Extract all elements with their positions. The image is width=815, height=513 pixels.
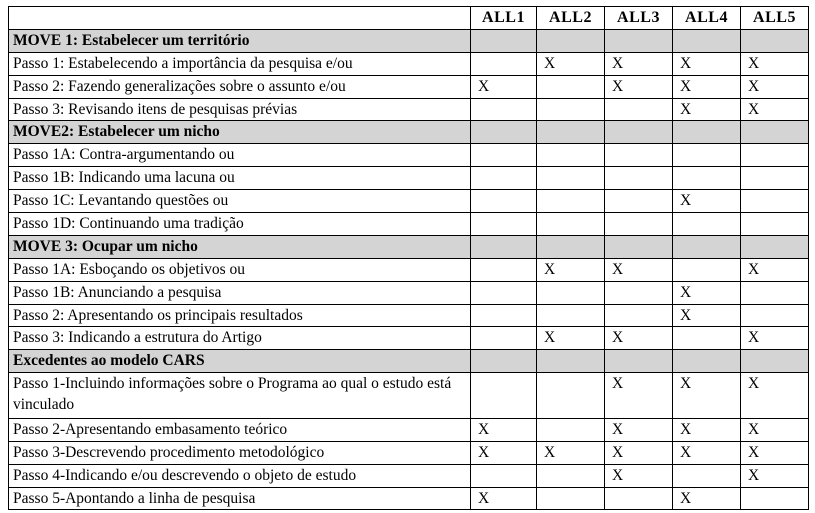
step-label: Passo 1A: Contra-argumentando ou xyxy=(9,144,471,167)
mark-cell xyxy=(537,121,605,144)
mark-cell: X xyxy=(673,98,741,121)
mark-cell xyxy=(537,167,605,190)
mark-cell xyxy=(673,350,741,373)
step-label: Passo 1C: Levantando questões ou xyxy=(9,190,471,213)
mark-cell: X xyxy=(605,75,673,98)
header-blank-cell xyxy=(9,7,471,30)
mark-cell: X xyxy=(741,327,809,350)
mark-cell xyxy=(605,304,673,327)
mark-cell: X xyxy=(605,327,673,350)
mark-cell xyxy=(741,487,809,510)
step-label: Passo 3: Revisando itens de pesquisas prévias xyxy=(9,98,471,121)
step-label: Passo 1: Estabelecendo a importância da pesquisa e/ou xyxy=(9,52,471,75)
column-header: ALL1 xyxy=(471,7,537,30)
section-header-row xyxy=(9,29,809,52)
mark-cell: X xyxy=(741,258,809,281)
table-row xyxy=(9,52,809,75)
mark-cell xyxy=(471,281,537,304)
table-row xyxy=(9,441,809,464)
mark-cell xyxy=(537,373,605,419)
table-row xyxy=(9,144,809,167)
table-body xyxy=(9,29,809,510)
mark-cell xyxy=(471,304,537,327)
mark-cell xyxy=(537,144,605,167)
mark-cell: X xyxy=(471,418,537,441)
mark-cell xyxy=(673,121,741,144)
mark-cell xyxy=(537,304,605,327)
mark-cell: X xyxy=(741,52,809,75)
mark-cell xyxy=(471,258,537,281)
mark-cell xyxy=(741,281,809,304)
mark-cell xyxy=(537,464,605,487)
table-row xyxy=(9,213,809,236)
table-row xyxy=(9,258,809,281)
mark-cell xyxy=(471,190,537,213)
mark-cell: X xyxy=(673,441,741,464)
table-row xyxy=(9,190,809,213)
mark-cell xyxy=(471,52,537,75)
mark-cell xyxy=(537,235,605,258)
section-header-row xyxy=(9,121,809,144)
mark-cell xyxy=(673,213,741,236)
mark-cell xyxy=(537,281,605,304)
mark-cell: X xyxy=(537,441,605,464)
mark-cell: X xyxy=(673,373,741,419)
mark-cell xyxy=(605,213,673,236)
mark-cell xyxy=(605,144,673,167)
mark-cell xyxy=(537,29,605,52)
mark-cell: X xyxy=(741,464,809,487)
mark-cell xyxy=(605,235,673,258)
mark-cell xyxy=(673,167,741,190)
mark-cell: X xyxy=(537,327,605,350)
step-label: Passo 5-Apontando a linha de pesquisa xyxy=(9,487,471,510)
mark-cell xyxy=(605,167,673,190)
section-title: MOVE 1: Estabelecer um território xyxy=(9,29,471,52)
mark-cell xyxy=(537,75,605,98)
step-label: Passo 1D: Continuando uma tradição xyxy=(9,213,471,236)
mark-cell xyxy=(471,121,537,144)
mark-cell: X xyxy=(741,441,809,464)
column-header: ALL3 xyxy=(605,7,673,30)
step-label: Passo 2-Apresentando embasamento teórico xyxy=(9,418,471,441)
section-header-row xyxy=(9,235,809,258)
table-row xyxy=(9,487,809,510)
column-header: ALL5 xyxy=(741,7,809,30)
mark-cell xyxy=(471,327,537,350)
section-title: MOVE2: Estabelecer um nicho xyxy=(9,121,471,144)
mark-cell xyxy=(537,418,605,441)
mark-cell xyxy=(741,304,809,327)
mark-cell xyxy=(605,350,673,373)
step-label: Passo 1B: Indicando uma lacuna ou xyxy=(9,167,471,190)
mark-cell xyxy=(673,464,741,487)
mark-cell xyxy=(537,487,605,510)
step-label: Passo 2: Fazendo generalizações sobre o assunto e/ou xyxy=(9,75,471,98)
mark-cell: X xyxy=(605,52,673,75)
table-row xyxy=(9,281,809,304)
step-label: Passo 2: Apresentando os principais resultados xyxy=(9,304,471,327)
mark-cell: X xyxy=(673,75,741,98)
step-label: Passo 1B: Anunciando a pesquisa xyxy=(9,281,471,304)
cars-comparison-table xyxy=(8,6,809,510)
table-row xyxy=(9,75,809,98)
mark-cell xyxy=(741,235,809,258)
mark-cell: X xyxy=(673,190,741,213)
table-row xyxy=(9,464,809,487)
mark-cell xyxy=(537,350,605,373)
mark-cell: X xyxy=(673,418,741,441)
mark-cell xyxy=(741,29,809,52)
mark-cell: X xyxy=(673,304,741,327)
mark-cell xyxy=(471,167,537,190)
mark-cell xyxy=(741,121,809,144)
mark-cell: X xyxy=(741,75,809,98)
mark-cell: X xyxy=(537,52,605,75)
mark-cell xyxy=(673,258,741,281)
mark-cell xyxy=(605,281,673,304)
mark-cell xyxy=(537,190,605,213)
table-row xyxy=(9,167,809,190)
mark-cell: X xyxy=(537,258,605,281)
step-label: Passo 1A: Esboçando os objetivos ou xyxy=(9,258,471,281)
mark-cell xyxy=(471,144,537,167)
mark-cell xyxy=(673,144,741,167)
mark-cell xyxy=(741,144,809,167)
mark-cell xyxy=(471,235,537,258)
mark-cell xyxy=(471,29,537,52)
table-row xyxy=(9,418,809,441)
table-row xyxy=(9,373,809,419)
mark-cell: X xyxy=(471,441,537,464)
table-row xyxy=(9,327,809,350)
mark-cell xyxy=(471,98,537,121)
mark-cell: X xyxy=(673,487,741,510)
section-title: Excedentes ao modelo CARS xyxy=(9,350,471,373)
mark-cell xyxy=(537,98,605,121)
table-row xyxy=(9,98,809,121)
step-label: Passo 3: Indicando a estrutura do Artigo xyxy=(9,327,471,350)
mark-cell xyxy=(673,327,741,350)
column-header: ALL2 xyxy=(537,7,605,30)
mark-cell: X xyxy=(605,373,673,419)
mark-cell xyxy=(471,464,537,487)
mark-cell: X xyxy=(673,281,741,304)
mark-cell xyxy=(471,373,537,419)
mark-cell xyxy=(673,29,741,52)
step-label: Passo 3-Descrevendo procedimento metodológico xyxy=(9,441,471,464)
section-header-row xyxy=(9,350,809,373)
mark-cell xyxy=(537,213,605,236)
mark-cell xyxy=(471,213,537,236)
mark-cell: X xyxy=(605,258,673,281)
mark-cell xyxy=(605,487,673,510)
mark-cell: X xyxy=(471,487,537,510)
mark-cell xyxy=(741,350,809,373)
mark-cell: X xyxy=(741,373,809,419)
step-label: Passo 4-Indicando e/ou descrevendo o objeto de estudo xyxy=(9,464,471,487)
mark-cell xyxy=(605,29,673,52)
header-row xyxy=(9,7,809,30)
mark-cell: X xyxy=(605,418,673,441)
column-header: ALL4 xyxy=(673,7,741,30)
mark-cell xyxy=(471,350,537,373)
mark-cell: X xyxy=(673,52,741,75)
mark-cell xyxy=(741,190,809,213)
step-label: Passo 1-Incluindo informações sobre o Programa ao qual o estudo está vinculado xyxy=(9,373,471,419)
mark-cell xyxy=(741,167,809,190)
mark-cell: X xyxy=(741,418,809,441)
section-title: MOVE 3: Ocupar um nicho xyxy=(9,235,471,258)
mark-cell xyxy=(605,98,673,121)
mark-cell xyxy=(673,235,741,258)
mark-cell: X xyxy=(471,75,537,98)
mark-cell: X xyxy=(605,464,673,487)
mark-cell xyxy=(605,121,673,144)
mark-cell xyxy=(605,190,673,213)
table-row xyxy=(9,304,809,327)
mark-cell xyxy=(741,213,809,236)
mark-cell: X xyxy=(605,441,673,464)
mark-cell: X xyxy=(741,98,809,121)
